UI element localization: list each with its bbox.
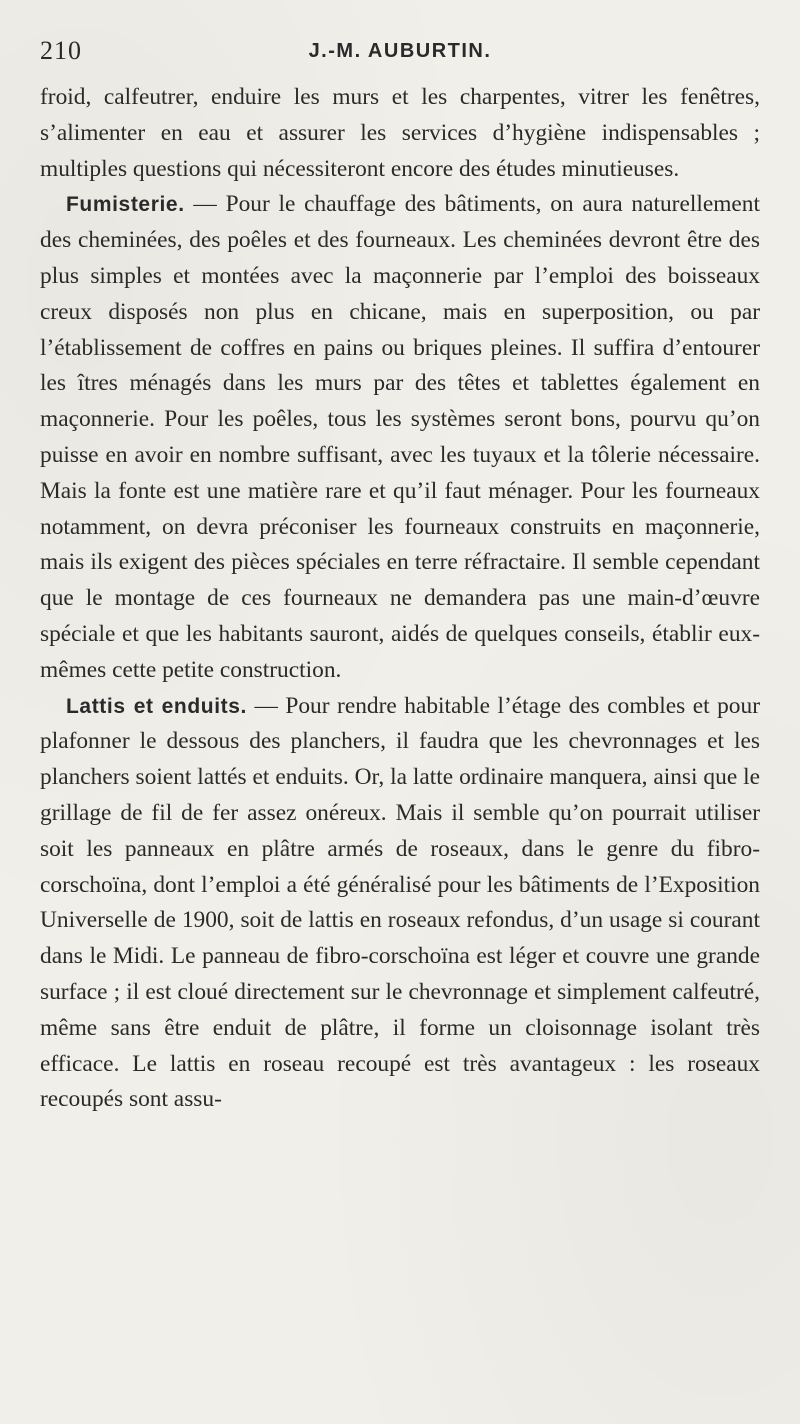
paragraph-text: — Pour rendre habitable l’étage des combles et pour plafonner le dessous des planchers, il faudra que les chevronnages et les planchers soient lattés et enduits. Or, la latte ordinaire manquera, ainsi que le grillage de fil de fer assez onéreux. Mais il semble qu’on pourrait utiliser soit les panneaux en plâtre armés de roseaux, dans le genre du fibro-corschoïna, dont l’emploi a été généralisé pour les bâtiments de l’Exposition Universelle de 1900, soit de lattis en roseaux refondus, d’un usage si courant dans le Midi. Le panneau de fibro-corschoïna est léger et couvre une grande surface ; il est cloué directement sur le chevronnage et simplement calfeutré, même sans être enduit de plâtre, il forme un cloisonnage isolant très efficace. Le lattis en roseau recoupé est très avantageux : les roseaux recoupés sont assu- [40, 692, 760, 1113]
running-title: J.-M. AUBURTIN. [308, 40, 492, 62]
paragraph-continuation [40, 80, 760, 187]
paragraph-fumisterie [40, 187, 760, 688]
paragraph-text: froid, calfeutrer, enduire les murs et les charpentes, vitrer les fenêtres, s’alimenter en eau et assurer les services d’hygiène indispensables ; multiples questions qui nécessiteront encore des études minutieuses. [40, 84, 760, 182]
section-heading-lattis: Lattis et enduits. [66, 694, 247, 718]
paragraph-text: — Pour le chauffage des bâtiments, on aura naturellement des cheminées, des poêles et des fourneaux. Les cheminées devront être des plus simples et montées avec la maçonnerie par l’emploi des boisseaux creux disposés non plus en chicane, mais en superposition, ou par l’établissement de coffres en pains ou briques pleines. Il suffira d’entourer les îtres ménagés dans les murs par des têtes et tablettes également en maçonnerie. Pour les poêles, tous les systèmes seront bons, pourvu qu’on puisse en avoir en nombre suffisant, avec les tuyaux et la tôlerie nécessaire. Mais la fonte est une matière rare et qu’il faut ménager. Pour les fourneaux notamment, on devra préconiser les fourneaux construits en maçonnerie, mais ils exigent des pièces spéciales en terre réfractaire. Il semble cependant que le montage de ces fourneaux ne demandera pas une main-d’œuvre spéciale et que les habitants sauront, aidés de quelques conseils, établir eux-mêmes cette petite construction. [40, 191, 760, 683]
page-number: 210 [40, 36, 82, 65]
section-heading-fumisterie: Fumisterie. [66, 193, 185, 217]
paragraph-lattis [40, 689, 760, 1119]
running-head [40, 32, 760, 72]
